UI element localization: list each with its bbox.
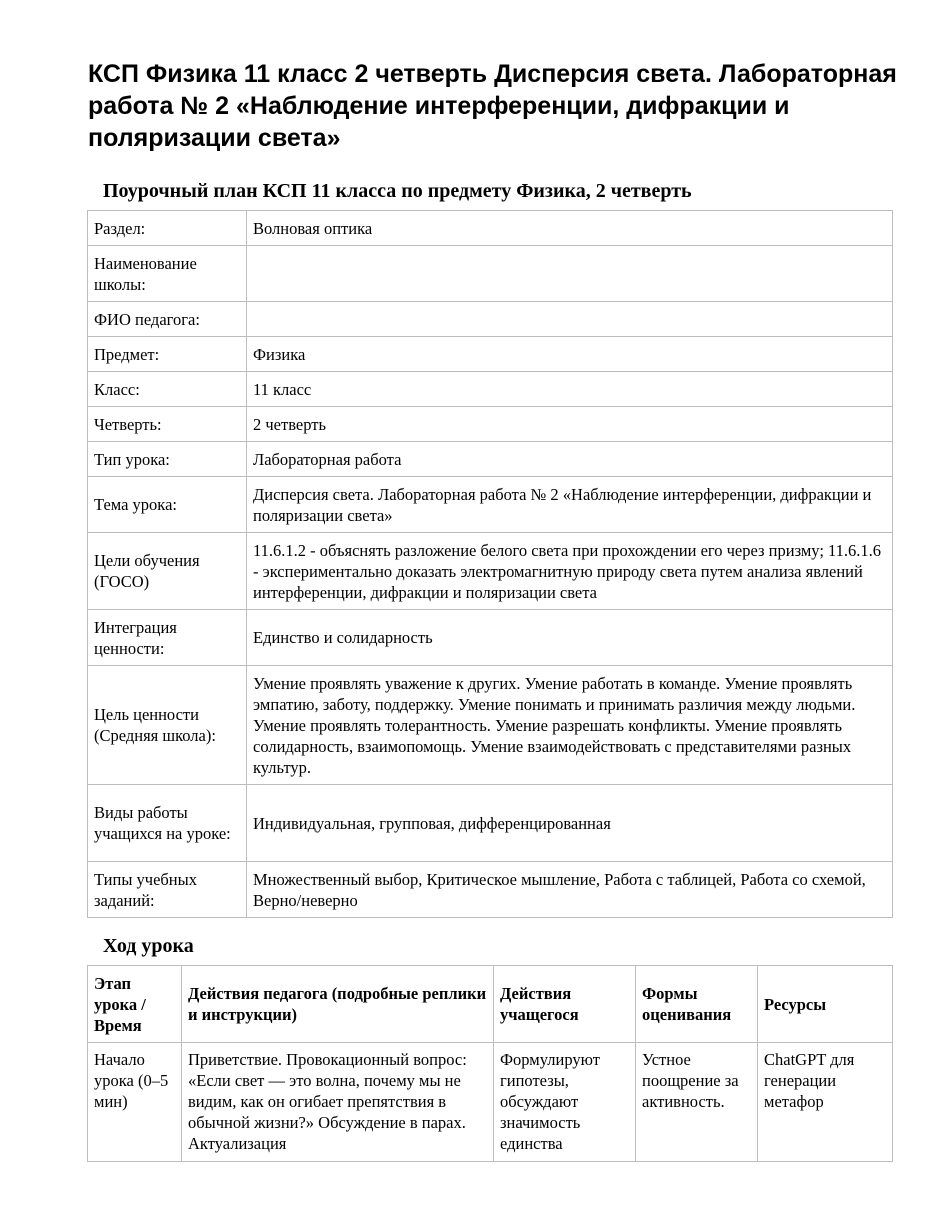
column-header-assessment: Формы оценивания [636, 966, 758, 1043]
column-header-teacher-actions: Действия педагога (подробные реплики и инструкции) [182, 966, 494, 1043]
info-row [88, 477, 893, 533]
info-row [88, 372, 893, 407]
course-cell-assessment: Устное поощрение за активность. [636, 1043, 758, 1162]
info-row [88, 666, 893, 785]
info-value: 2 четверть [247, 407, 893, 442]
info-row [88, 407, 893, 442]
course-cell-student-actions: Формулируют гипотезы, обсуждают значимость единства [494, 1043, 636, 1162]
info-label: Цели обучения (ГОСО) [88, 533, 247, 610]
info-label: Предмет: [88, 337, 247, 372]
course-heading: Ход урока [103, 935, 194, 957]
info-label: Виды работы учащихся на уроке: [88, 785, 247, 862]
course-cell-teacher-actions: Приветствие. Провокационный вопрос: «Если свет — это волна, почему мы не видим, как он огибает препятствия в обычной жизни?» Обсуждение в парах. Актуализация [182, 1043, 494, 1162]
info-row [88, 337, 893, 372]
info-label: Интеграция ценности: [88, 610, 247, 666]
plan-heading: Поурочный план КСП 11 класса по предмету Физика, 2 четверть [103, 180, 692, 202]
lesson-course-table [87, 965, 893, 1162]
info-label: ФИО педагога: [88, 302, 247, 337]
info-row [88, 610, 893, 666]
column-header-stage: Этап урока / Время [88, 966, 182, 1043]
info-row [88, 785, 893, 862]
column-header-resources: Ресурсы [758, 966, 893, 1043]
info-value: 11.6.1.2 - объяснять разложение белого света при прохождении его через призму; 11.6.1.6 - экспериментально доказать электромагнитную природу света путем анализа явлений интерференции, дифракции и поляризации света [247, 533, 893, 610]
info-value [247, 246, 893, 302]
info-label: Цель ценности (Средняя школа): [88, 666, 247, 785]
info-label: Типы учебных заданий: [88, 862, 247, 918]
info-value: Лабораторная работа [247, 442, 893, 477]
info-value: Единство и солидарность [247, 610, 893, 666]
info-value [247, 302, 893, 337]
info-label: Тема урока: [88, 477, 247, 533]
info-value: Физика [247, 337, 893, 372]
info-value: Волновая оптика [247, 211, 893, 246]
info-row [88, 211, 893, 246]
info-value: Умение проявлять уважение к других. Умение работать в команде. Умение проявлять эмпатию, заботу, поддержку. Умение понимать и принимать различия между людьми. Умение проявлять толерантность. Умение разрешать конфликты. Умение проявлять солидарность, взаимопомощь. Умение взаимодействовать с представителями разных культур. [247, 666, 893, 785]
info-label: Тип урока: [88, 442, 247, 477]
info-label: Класс: [88, 372, 247, 407]
info-value: 11 класс [247, 372, 893, 407]
info-row [88, 442, 893, 477]
info-label: Четверть: [88, 407, 247, 442]
info-row [88, 533, 893, 610]
info-row [88, 246, 893, 302]
info-value: Индивидуальная, групповая, дифференцированная [247, 785, 893, 862]
column-header-student-actions: Действия учащегося [494, 966, 636, 1043]
info-label: Наименование школы: [88, 246, 247, 302]
info-value: Множественный выбор, Критическое мышление, Работа с таблицей, Работа со схемой, Верно/неверно [247, 862, 893, 918]
info-row [88, 302, 893, 337]
course-cell-resources: ChatGPT для генерации метафор [758, 1043, 893, 1162]
document-title: КСП Физика 11 класс 2 четверть Дисперсия света. Лабораторная работа № 2 «Наблюдение интерференции, дифракции и поляризации света» [88, 60, 897, 152]
course-header-row [88, 966, 893, 1043]
info-value: Дисперсия света. Лабораторная работа № 2 «Наблюдение интерференции, дифракции и поляризации света» [247, 477, 893, 533]
info-label: Раздел: [88, 211, 247, 246]
course-row [88, 1043, 893, 1162]
lesson-info-table [87, 210, 893, 918]
info-row [88, 862, 893, 918]
course-cell-stage: Начало урока (0–5 мин) [88, 1043, 182, 1162]
